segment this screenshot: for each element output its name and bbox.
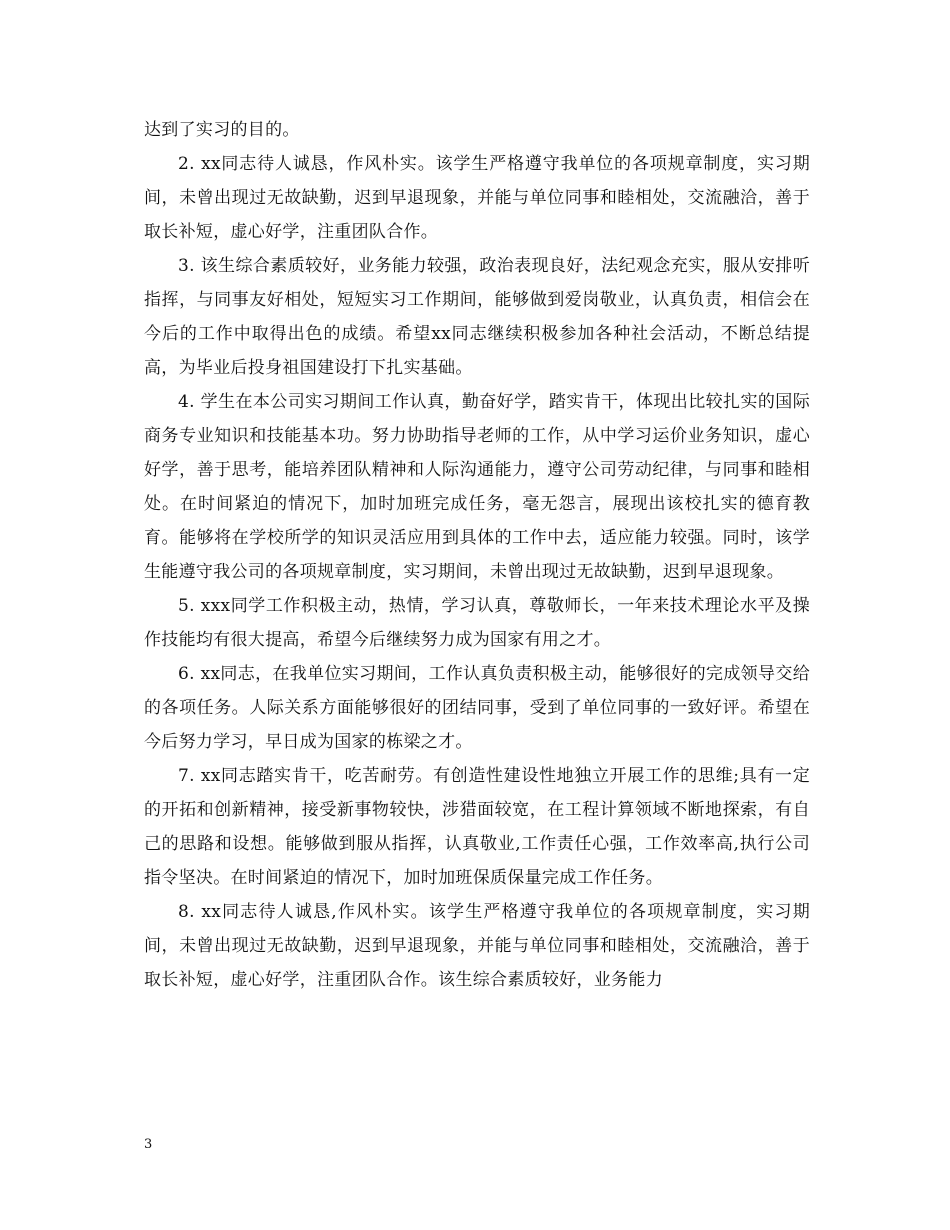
paragraph-continuation: 达到了实习的目的。 [144,120,300,140]
paragraph-item-4: 4. 学生在本公司实习期间工作认真，勤奋好学，踏实肯干，体现出比较扎实的国际商务专业知识和技能基本功。努力协助指导老师的工作，从中学习运价业务知识，虚心好学，善于思考，能培养团队精神和人际沟通能力，遵守公司劳动纪律，与同事和睦相处。在时间紧迫的情况下，加时加班完成任务，毫无怨言，展现出该校扎实的德育教育。能够将在学校所学的知识灵活应用到具体的工作中去，适应能力较强。同时，该学生能遵守我公司的各项规章制度，实习期间，未曾出现过无故缺勤，迟到早退现象。 [144,392,810,582]
paragraph-item-8: 8. xx同志待人诚恳,作风朴实。该学生严格遵守我单位的各项规章制度，实习期间，未曾出现过无故缺勤，迟到早退现象，并能与单位同事和睦相处，交流融洽，善于取长补短，虚心好学，注重团队合作。该生综合素质较好，业务能力 [144,902,810,990]
paragraph-item-5: 5. xxx同学工作积极主动，热情，学习认真，尊敬师长，一年来技术理论水平及操作技能均有很大提高，希望今后继续努力成为国家有用之才。 [144,596,810,650]
paragraph-item-2: 2. xx同志待人诚恳，作风朴实。该学生严格遵守我单位的各项规章制度，实习期间，未曾出现过无故缺勤，迟到早退现象，并能与单位同事和睦相处，交流融洽，善于取长补短，虚心好学，注重团队合作。 [144,154,810,242]
page-number: 3 [144,1137,153,1152]
paragraph-item-3: 3. 该生综合素质较好，业务能力较强，政治表现良好，法纪观念充实，服从安排听指挥，与同事友好相处，短短实习工作期间，能够做到爱岗敬业，认真负责，相信会在今后的工作中取得出色的成绩。希望xx同志继续积极参加各种社会活动，不断总结提高，为毕业后投身祖国建设打下扎实基础。 [144,256,810,378]
paragraph-item-7: 7. xx同志踏实肯干，吃苦耐劳。有创造性建设性地独立开展工作的思维;具有一定的开拓和创新精神，接受新事物较快，涉猎面较宽，在工程计算领域不断地探索，有自己的思路和设想。能够做到服从指挥，认真敬业,工作责任心强，工作效率高,执行公司指令坚决。在时间紧迫的情况下，加时加班保质保量完成工作任务。 [144,766,810,888]
document-body [144,113,810,997]
paragraph-item-6: 6. xx同志，在我单位实习期间，工作认真负责积极主动，能够很好的完成领导交给的各项任务。人际关系方面能够很好的团结同事，受到了单位同事的一致好评。希望在今后努力学习，早日成为国家的栋梁之才。 [144,664,810,752]
